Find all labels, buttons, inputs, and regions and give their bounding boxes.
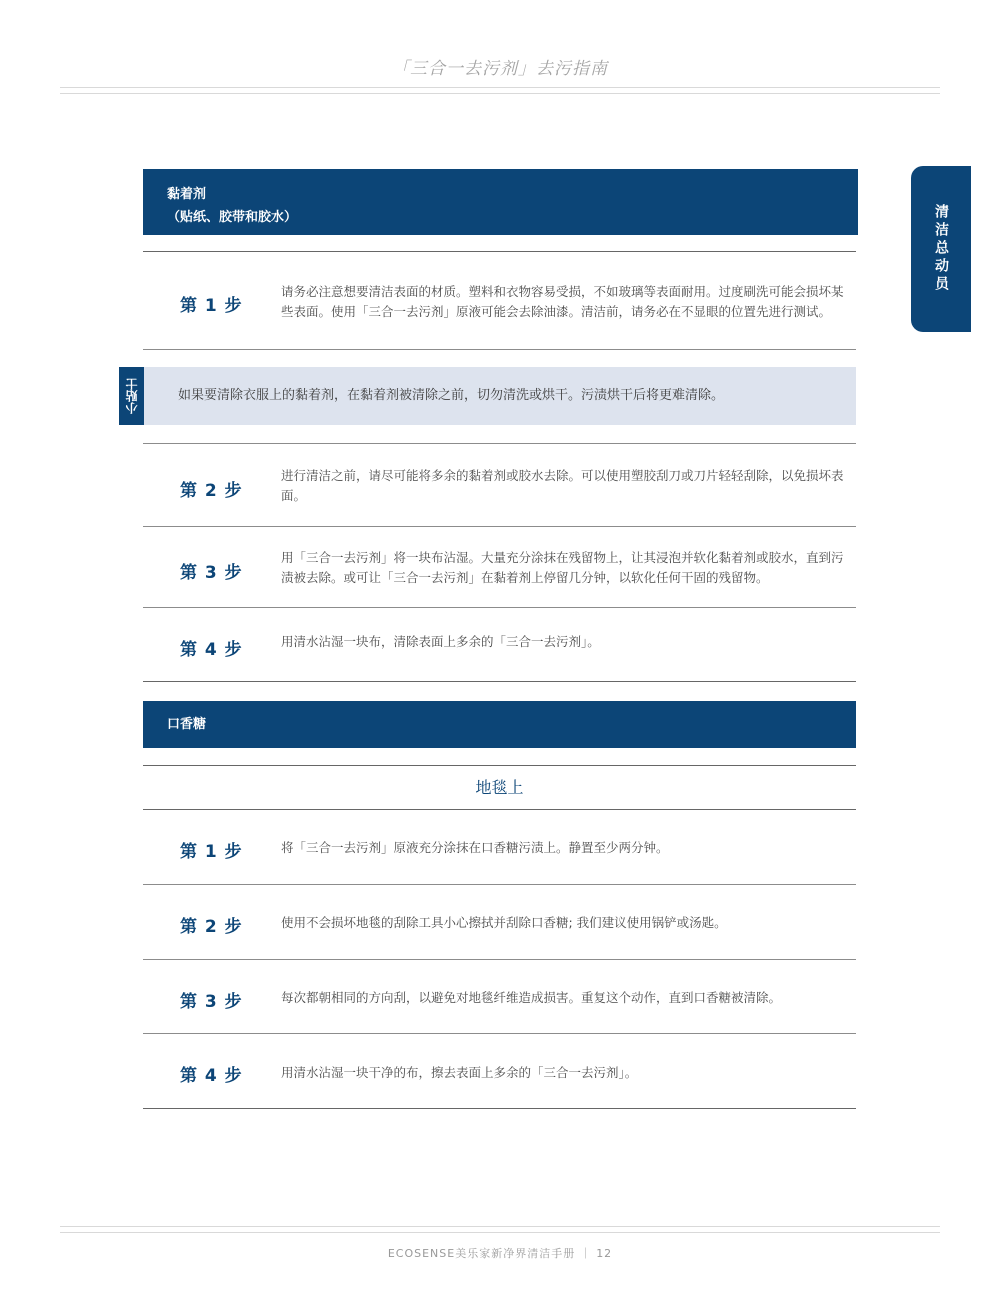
- header-rule-bottom: [60, 93, 940, 94]
- divider: [143, 607, 856, 608]
- gum-section-title: 口香糖: [167, 717, 207, 732]
- step-label: 第 4 步: [180, 640, 243, 660]
- divider: [143, 959, 856, 960]
- divider: [143, 349, 856, 350]
- divider: [143, 884, 856, 885]
- header-rule-top: [60, 87, 940, 88]
- step-text: 用清水沾湿一块干净的布，擦去表面上多余的「三合一去污剂」。: [281, 1065, 638, 1080]
- tip-text: 如果要清除衣服上的黏着剂，在黏着剂被清除之前，切勿清洗或烘干。污渍烘干后将更难清除。: [144, 367, 856, 425]
- step-label: 第 1 步: [180, 842, 243, 862]
- step-label: 第 3 步: [180, 992, 243, 1012]
- divider: [143, 1108, 856, 1109]
- divider: [143, 1033, 856, 1034]
- divider: [143, 681, 856, 682]
- step-text: 用清水沾湿一块布，清除表面上多余的「三合一去污剂」。: [281, 634, 600, 649]
- adhesive-section-title: 黏着剂: [167, 187, 207, 202]
- divider: [143, 443, 856, 444]
- step-label: 第 3 步: [180, 563, 243, 583]
- step-text: 每次都朝相同的方向刮，以避免对地毯纤维造成损害。重复这个动作，直到口香糖被清除。: [281, 990, 782, 1005]
- step-label: 第 1 步: [180, 296, 243, 316]
- step-text: 使用不会损坏地毯的刮除工具小心擦拭并刮除口香糖; 我们建议使用锅铲或汤匙。: [281, 915, 727, 930]
- divider: [143, 526, 856, 527]
- tip-tag: [119, 367, 144, 425]
- section-side-tab: [911, 166, 971, 332]
- tip-box: [119, 367, 856, 425]
- divider: [143, 809, 856, 810]
- carpet-subheading: 地毯上: [475, 778, 524, 797]
- page-header-title: 「三合一去污剂」去污指南: [392, 59, 608, 79]
- footer-rule-bottom: [60, 1232, 940, 1233]
- footer-rule-top: [60, 1226, 940, 1227]
- step-label: 第 2 步: [180, 481, 243, 501]
- step-label: 第 2 步: [180, 917, 243, 937]
- adhesive-section-header: [143, 169, 858, 235]
- step-label: 第 4 步: [180, 1066, 243, 1086]
- gum-section-header: [143, 701, 856, 748]
- divider: [143, 251, 856, 252]
- tip-tag-label: 小贴士: [125, 378, 139, 414]
- step-text: 将「三合一去污剂」原液充分涂抹在口香糖污渍上。静置至少两分钟。: [281, 840, 669, 855]
- side-tab-label: 清洁总动员: [933, 204, 949, 294]
- step-text: 请务必注意想要清洁表面的材质。塑料和衣物容易受损，不如玻璃等表面耐用。过度刷洗可能会损坏某些表面。使用「三合一去污剂」原液可能会去除油漆。清洁前，请务必在不显眼的位置先进行测试。: [281, 284, 844, 319]
- step-text: 用「三合一去污剂」将一块布沾湿。大量充分涂抹在残留物上，让其浸泡并软化黏着剂或胶水，直到污渍被去除。或可让「三合一去污剂」在黏着剂上停留几分钟，以软化任何干固的残留物。: [281, 550, 844, 585]
- page-footer: ECOSENSE美乐家新净界清洁手册 ｜ 12: [387, 1247, 613, 1260]
- step-text: 进行清洁之前，请尽可能将多余的黏着剂或胶水去除。可以使用塑胶刮刀或刀片轻轻刮除，以免损坏表面。: [281, 468, 844, 503]
- adhesive-section-subtitle: （贴纸、胶带和胶水）: [167, 210, 298, 225]
